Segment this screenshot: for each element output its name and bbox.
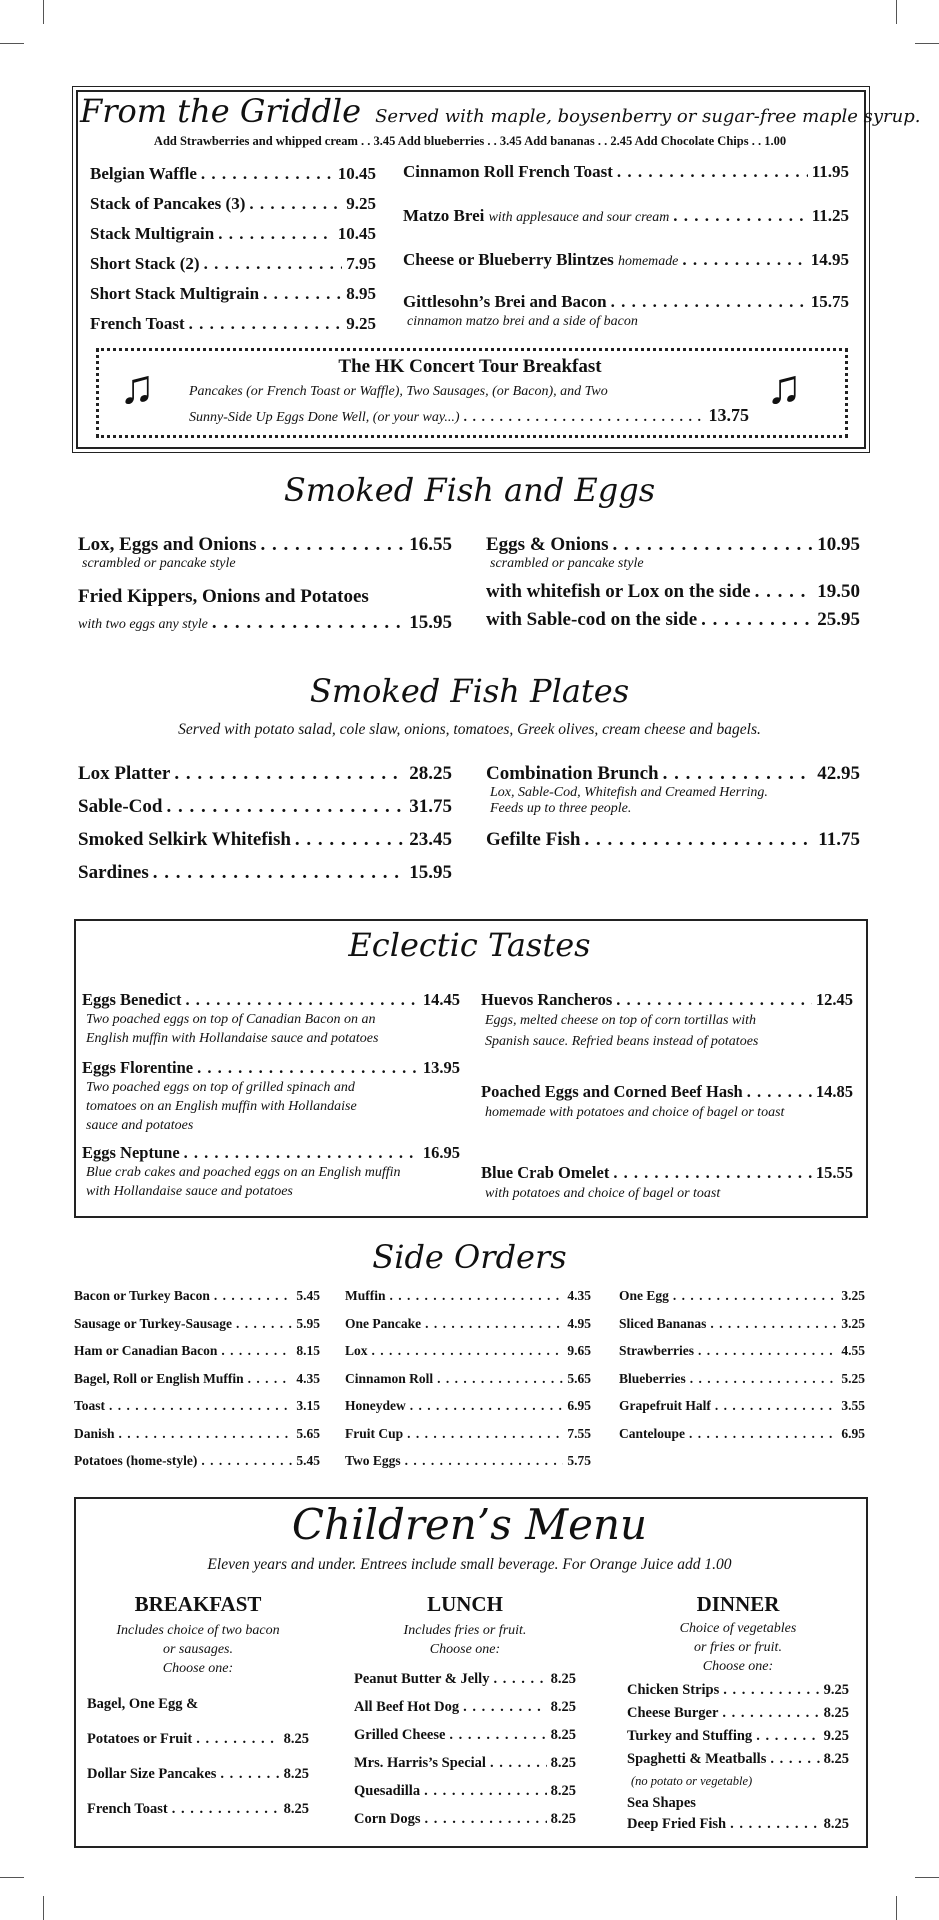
childrens-menu-subtitle: Eleven years and under. Entrees include small beverage. For Orange Juice add 1.00	[207, 1556, 732, 1573]
griddle-subtitle: Served with maple, boysenberry or sugar-free maple syrup.	[375, 106, 921, 127]
item-description: Feeds up to three people.	[490, 801, 632, 816]
smoked-fish-plates-subtitle: Served with potato salad, cole slaw, onions, tomatoes, Greek olives, cream cheese and bagels.	[178, 721, 761, 738]
crop-mark	[915, 1877, 939, 1878]
menu-item: Gefilte Fish . . . 11.75	[486, 829, 860, 851]
crop-mark	[43, 1896, 44, 1920]
menu-item: Poached Eggs and Corned Beef Hash . . . 14.85	[481, 1082, 853, 1102]
item-description: Two poached eggs on top of Canadian Bacon on an English muffin with Hollandaise sauce and potatoes	[86, 1012, 379, 1046]
item-description: with potatoes and choice of bagel or toast	[485, 1186, 721, 1201]
kids-item: Cheese Burger . . . 8.25	[627, 1705, 849, 1728]
side-item: Blueberries . . . 5.25	[619, 1371, 865, 1399]
menu-item: Sable-Cod . . . 31.75	[78, 796, 452, 829]
griddle-title: From the Griddle	[80, 92, 362, 130]
item-description: scrambled or pancake style	[82, 556, 236, 571]
kids-item: Deep Fried Fish . . . 8.25	[627, 1816, 849, 1833]
kids-item: Quesadilla . . . 8.25	[354, 1783, 576, 1811]
kids-item: Corn Dogs . . . 8.25	[354, 1811, 576, 1839]
kids-breakfast-heading: BREAKFAST	[134, 1592, 262, 1616]
menu-item: with Sable-cod on the side . . . 25.95	[486, 609, 860, 631]
menu-item: Blue Crab Omelet . . . 15.55	[481, 1163, 853, 1183]
kids-item: French Toast . . . 8.25	[87, 1801, 309, 1818]
crop-mark	[0, 1877, 24, 1878]
menu-item: Eggs Neptune . . . 16.95	[82, 1143, 460, 1163]
menu-item: Sardines . . . 15.95	[78, 862, 452, 895]
item-description: cinnamon matzo brei and a side of bacon	[407, 314, 638, 329]
side-item: Grapefruit Half . . . 3.55	[619, 1398, 865, 1426]
menu-item: Lox Platter . . . 28.25	[78, 763, 452, 796]
eclectic-right	[481, 990, 853, 1204]
item-description: Blue crab cakes and poached eggs on an English muffin with Hollandaise sauce and potatoes	[86, 1165, 401, 1199]
music-note-icon: ♫	[766, 361, 802, 414]
smoked-fish-plates-right	[486, 763, 860, 851]
menu-item: Fried Kippers, Onions and Potatoes	[78, 586, 369, 607]
item-description: scrambled or pancake style	[490, 556, 644, 571]
smoked-fish-eggs-right	[486, 534, 860, 631]
menu-item: Stack of Pancakes (3) . . . 9.25	[90, 194, 376, 224]
menu-item: Short Stack Multigrain . . . 8.95	[90, 284, 376, 314]
menu-item: Eggs & Onions . . . 10.95	[486, 534, 860, 556]
kids-item: Mrs. Harris’s Special . . . 8.25	[354, 1755, 576, 1783]
side-item: One Pancake . . . 4.95	[345, 1316, 591, 1344]
kids-bagel-line: Bagel, One Egg &	[87, 1696, 199, 1712]
music-note-icon: ♫	[119, 361, 155, 414]
item-description: Lox, Sable-Cod, Whitefish and Creamed Herring.	[490, 785, 768, 800]
side-item: Strawberries . . . 4.55	[619, 1343, 865, 1371]
eclectic-title: Eclectic Tastes	[348, 926, 591, 964]
kids-breakfast	[87, 1592, 309, 1818]
side-item: Two Eggs . . . 5.75	[345, 1453, 591, 1481]
menu-item: Matzo Brei with applesauce and sour cream . . . 11.25	[403, 206, 849, 250]
side-item: One Egg . . . 3.25	[619, 1288, 865, 1316]
kids-item: All Beef Hot Dog . . . 8.25	[354, 1699, 576, 1727]
kids-item: Turkey and Stuffing . . . 9.25	[627, 1728, 849, 1751]
side-item: Fruit Cup . . . 7.55	[345, 1426, 591, 1454]
kids-dinner-desc: Choice of vegetables or fries or fruit. Choose one:	[679, 1621, 797, 1674]
side-item: Canteloupe . . . 6.95	[619, 1426, 865, 1454]
side-item: Toast . . . 3.15	[74, 1398, 320, 1426]
item-description: Eggs, melted cheese on top of corn tortillas with Spanish sauce. Refried beans instead of potatoes	[485, 1013, 759, 1049]
kids-lunch	[354, 1592, 576, 1839]
smoked-fish-eggs-left	[78, 534, 452, 634]
kids-item: Potatoes or Fruit . . . 8.25	[87, 1731, 309, 1748]
kids-item: Grilled Cheese . . . 8.25	[354, 1727, 576, 1755]
griddle-header	[80, 92, 921, 130]
kids-item-note: (no potato or vegetable)	[631, 1774, 753, 1788]
item-description: Two poached eggs on top of grilled spinach and tomatoes on an English muffin with Hollandaise sauce and potatoes	[86, 1080, 357, 1133]
smoked-fish-plates-title: Smoked Fish Plates	[309, 672, 630, 710]
griddle-right-list	[403, 162, 849, 330]
kids-dinner-heading: DINNER	[696, 1592, 780, 1616]
menu-item: French Toast . . . 9.25	[90, 314, 376, 344]
item-description: homemade with potatoes and choice of bagel or toast	[485, 1105, 785, 1120]
side-item: Ham or Canadian Bacon . . . 8.15	[74, 1343, 320, 1371]
side-item: Lox . . . 9.65	[345, 1343, 591, 1371]
side-orders-title: Side Orders	[372, 1238, 567, 1276]
sides-col2	[345, 1288, 591, 1481]
kids-dinner	[627, 1592, 849, 1833]
kids-lunch-heading: LUNCH	[427, 1592, 503, 1616]
side-item: Honeydew . . . 6.95	[345, 1398, 591, 1426]
side-item: Potatoes (home-style) . . . 5.45	[74, 1453, 320, 1481]
concert-title: The HK Concert Tour Breakfast	[338, 356, 602, 377]
crop-mark	[896, 1896, 897, 1920]
side-item: Danish . . . 5.65	[74, 1426, 320, 1454]
menu-item: Belgian Waffle . . . 10.45	[90, 164, 376, 194]
side-item: Sliced Bananas . . . 3.25	[619, 1316, 865, 1344]
menu-item: Huevos Rancheros . . . 12.45	[481, 990, 853, 1010]
menu-item: Cinnamon Roll French Toast . . . 11.95	[403, 162, 849, 206]
concert-desc-line1: Pancakes (or French Toast or Waffle), Two Sausages, (or Bacon), and Two	[189, 384, 608, 399]
kids-sea-shapes: Sea Shapes	[627, 1795, 696, 1811]
griddle-left-list	[90, 164, 376, 344]
menu-item: with whitefish or Lox on the side . . . 19.50	[486, 581, 860, 603]
griddle-addons: Add Strawberries and whipped cream . . 3.45 Add blueberries . . 3.45 Add bananas . . 2.45 Add Chocolate Chips . . 1.00	[153, 134, 787, 148]
concert-line2: Sunny-Side Up Eggs Done Well, (or your way...) . . . 13.75	[189, 405, 749, 426]
smoked-fish-plates-left	[78, 763, 452, 895]
smoked-fish-eggs-title: Smoked Fish and Eggs	[283, 471, 656, 509]
menu-item: Eggs Florentine . . . 13.95	[82, 1058, 460, 1078]
kids-lunch-desc: Includes fries or fruit. Choose one:	[403, 1623, 527, 1657]
sides-col1	[74, 1288, 320, 1481]
eclectic-left	[82, 990, 460, 1201]
menu-item: Combination Brunch . . . 42.95	[486, 763, 860, 785]
menu-item: Lox, Eggs and Onions . . . 16.55	[78, 534, 452, 556]
kids-item: Spaghetti & Meatballs . . . 8.25	[627, 1751, 849, 1774]
sides-col3	[619, 1288, 865, 1453]
crop-mark	[915, 43, 939, 44]
side-item: Muffin . . . 4.35	[345, 1288, 591, 1316]
menu-item: Eggs Benedict . . . 14.45	[82, 990, 460, 1010]
menu-item: with two eggs any style . . . 15.95	[78, 612, 452, 634]
side-item: Bagel, Roll or English Muffin . . . 4.35	[74, 1371, 320, 1399]
crop-mark	[896, 0, 897, 24]
kids-item: Chicken Strips . . . 9.25	[627, 1682, 849, 1705]
side-item: Cinnamon Roll . . . 5.65	[345, 1371, 591, 1399]
kids-breakfast-desc: Includes choice of two bacon or sausages. Choose one:	[116, 1623, 280, 1676]
menu-item: Smoked Selkirk Whitefish . . . 23.45	[78, 829, 452, 862]
menu-item: Stack Multigrain . . . 10.45	[90, 224, 376, 254]
childrens-menu-title: Children’s Menu	[291, 1500, 648, 1549]
crop-mark	[0, 43, 24, 44]
side-item: Sausage or Turkey-Sausage . . . 5.95	[74, 1316, 320, 1344]
crop-mark	[43, 0, 44, 24]
menu-item: Gittlesohn’s Brei and Bacon . . . 15.75	[403, 292, 849, 314]
side-item: Bacon or Turkey Bacon . . . 5.45	[74, 1288, 320, 1316]
kids-item: Dollar Size Pancakes . . . 8.25	[87, 1766, 309, 1783]
kids-item: Peanut Butter & Jelly . . . 8.25	[354, 1671, 576, 1699]
menu-item: Cheese or Blueberry Blintzes homemade . . . 14.95	[403, 250, 849, 292]
menu-item: Short Stack (2) . . . 7.95	[90, 254, 376, 284]
